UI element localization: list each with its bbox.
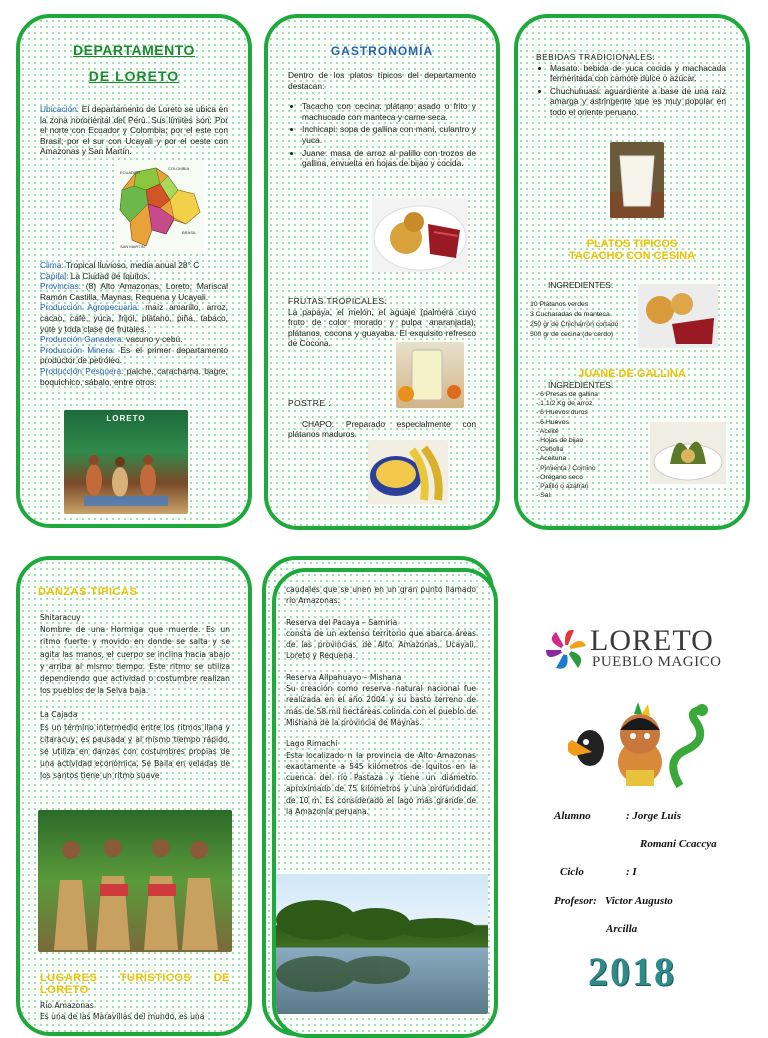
danza-shitaracuy-text: Nombre de una Hormiga que muerde. Es un ritmo fuerte y movido en donde se salta y se agita las manos, el cuerpo se inclina hacia abajo y arriba al mismo tiempo. Este ritmo se utiliza dependiendo que actividad o costumbre realizan los pueblos de la Selva baja. xyxy=(40,625,230,696)
ingredient-item: - Hojas de bijao xyxy=(546,436,598,445)
danza-shitaracuy-name: Shitaracuy xyxy=(40,613,81,622)
tacacho-cecina-photo xyxy=(638,284,718,348)
dish-item: • Inchicapi: sopa de gallina con maní, culantro y yuca. xyxy=(302,124,476,145)
ciclo-value: : I xyxy=(626,866,637,878)
platos-title-2: TACACHO CON CESINA xyxy=(568,250,696,262)
ingredient-item: 250 gr de Chicharrón cortado xyxy=(530,321,619,328)
pacaya-title: Reserva del Pacaya – Samiria xyxy=(286,617,398,627)
dish-item: • Juane: masa de arroz al palillo con trozos de gallina, envuelta en hojas de bijao y cocida. xyxy=(302,148,476,169)
lugares-body xyxy=(286,584,476,817)
chapo-photo xyxy=(368,440,448,504)
ingredient-item: 3 Cucharadas de manteca xyxy=(530,311,610,318)
rio-block xyxy=(40,1000,230,1022)
ingredient-item: 10 Plátanos verdes xyxy=(530,301,589,308)
fact-label: Producción Pesquera: xyxy=(40,365,124,376)
bebida-item: • Chuchuhuasi: aguardiente a base de una raíz amarga y astringente que es muy popular en todo el oriente peruano. xyxy=(550,86,726,118)
map-label-ecuador: ECUADOR xyxy=(120,170,141,175)
logo-sub-text: PUEBLO MAGICO xyxy=(592,654,722,670)
panel-lugares xyxy=(272,568,498,1038)
dish-item: • Tacacho con cecina: plátano asado o frito y machucado con manteca y carne seca. xyxy=(302,101,476,122)
postre-text: CHAPO: Preparado especialmente con plátanos maduros. xyxy=(288,418,476,440)
ingredient-item: - 1 1/2 Kg de arroz xyxy=(546,399,598,408)
photo-caption: LORETO xyxy=(106,414,146,423)
fact-clima xyxy=(40,260,228,271)
fact-ganadera xyxy=(40,334,228,345)
fact-text: Tropical lluvioso, media anual 28° C xyxy=(63,260,200,270)
rimachi-title: Lago Rimachi xyxy=(286,739,338,749)
loreto-photo xyxy=(64,410,188,514)
ingredient-item: - 6 Huevos duros xyxy=(546,408,598,417)
bebida-item: • Masato: bebida de yuca cocida y machacada fermentada con camote dulce o azúcar. xyxy=(550,63,726,84)
fact-text: paiche, carachama, bagre, boquichico, sábalo, entre otros. xyxy=(40,365,228,387)
title-line-2: DE LORETO xyxy=(88,68,180,84)
fact-label: Producción Ganadera: xyxy=(40,334,124,345)
tacacho-ingredients xyxy=(530,300,618,340)
lugares-title: LUGARES TURÍSTICOS DE LORETO xyxy=(40,972,230,996)
alumno-label: Alumno xyxy=(554,810,591,822)
fact-text: (8) Alto Amazonas, Loreto, Mariscal Ramón Castilla, Maynas, Requena y Ucayali. xyxy=(40,281,228,302)
fact-label: Producción Agropecuaria: xyxy=(40,302,140,313)
ingredient-item: - Cebolla xyxy=(546,445,598,454)
ingredient-item: - Aceituna xyxy=(546,454,598,463)
rimachi-text: Esta localizado n la provincia de Alto Amazonas exactamente a 545 kilómetros de Iquitos en la cuenca del río Pastaza y tiene un diámetro aproximado de 75 kilómetros y una profundidad de 10 m. Es considerado el lago más grande de la Amazonía peruana. xyxy=(286,750,476,817)
title-line-1: DEPARTAMENTO xyxy=(73,42,195,58)
fact-pesquera xyxy=(40,366,228,387)
alumno-value-2: Romani Ccaccya xyxy=(640,838,717,850)
pueblo-magico-logo xyxy=(542,626,752,676)
map-label-brasil: BRASIL xyxy=(182,230,197,235)
dish-list xyxy=(288,101,476,169)
fact-minera xyxy=(40,345,228,366)
ciclo-label: Ciclo xyxy=(560,866,584,878)
lago-photo xyxy=(276,874,488,1014)
fact-provincias xyxy=(40,281,228,302)
loreto-map xyxy=(116,160,204,252)
masato-photo xyxy=(610,142,664,218)
title-departamento xyxy=(20,42,248,84)
ingredient-item: - Palillo o azafrán xyxy=(546,482,598,491)
ingredient-item: 500 gr de cecina (de cerdo) xyxy=(530,331,614,338)
profesor-value: Victor Augusto xyxy=(605,895,673,907)
panel-gastronomia xyxy=(264,14,500,530)
ubicacion-label: Ubicación: xyxy=(40,104,80,114)
danzas-body xyxy=(40,612,230,783)
gastronomia-body xyxy=(288,70,476,171)
mascot-image xyxy=(568,700,718,790)
cover-panel xyxy=(512,560,768,1024)
fact-capital xyxy=(40,271,228,282)
ingredient-item: - Aceite xyxy=(546,427,598,436)
ingredient-item: - Sal. xyxy=(546,491,598,500)
ubicacion-text xyxy=(40,104,228,157)
ingredient-item: - 6 Presas de gallina xyxy=(546,390,598,399)
juane-ingredients xyxy=(530,390,598,500)
gastronomia-title: GASTRONOMÍA xyxy=(330,44,434,58)
gastronomia-intro: Dentro de los platos típicos del departamento destacan: xyxy=(288,70,476,91)
panel-departamento xyxy=(16,14,252,528)
allpahuayo-title: Reserva Allpahuayo – Mishana xyxy=(286,672,402,682)
allpahuayo-text: Su creación como reserva natural nacional fue realizada en el año 2004 y su basto terreno de más de 58 mil hectáreas colinda con el pueblo de Mishana de la provincia de Maynas. xyxy=(286,684,476,727)
year-text: 2018 xyxy=(588,949,676,994)
fact-label: Producción Minera: xyxy=(40,344,116,355)
fact-text: La Ciudad de Iquitos. xyxy=(68,270,150,281)
juane-photo xyxy=(650,422,726,484)
frutas-text: La papaya, el melón, el aguaje (palmera cuyo fruto de color morado y pulpa anaranjada), plátanos, cocona y guayaba. El exquisito refresco de Cocona. xyxy=(288,306,476,349)
rio-cont-text: caudales que se unen en un gran punto llamado río Amazonas. xyxy=(286,585,476,606)
ingredientes-title-2: INGREDIENTES: xyxy=(548,380,614,390)
map-label-colombia: COLOMBIA xyxy=(168,166,190,171)
fact-label: Clima: xyxy=(40,260,64,270)
platos-title xyxy=(518,238,746,262)
platos-title-1: PLATOS TIPICOS xyxy=(586,238,678,250)
alumno-value: : Jorge Luis xyxy=(626,810,681,822)
bebidas-title: BEBIDAS TRADICIONALES: xyxy=(536,52,656,62)
logo-main-text: LORETO xyxy=(590,624,714,657)
fact-agropecuaria xyxy=(40,302,228,334)
postre-block xyxy=(288,398,476,440)
juane-title: JUANE DE GALLINA xyxy=(578,368,686,380)
ingredient-item: - Orégano seco xyxy=(546,473,598,482)
facts-list xyxy=(40,260,228,387)
profesor-label: Profesor: xyxy=(554,895,597,907)
fact-text: maíz amarillo, arroz, cacao, café, yuca, frijol, plátano, piña, tabaco, yute y toda clase de frutales. xyxy=(40,302,228,334)
fact-label: Provincias: xyxy=(40,281,81,292)
pacaya-text: consta de un extenso territorio que abarca áreas de las provincias de Alto Amazonas, Ucayali, Loreto y Requena. xyxy=(286,628,476,661)
bebidas-list xyxy=(536,63,726,118)
map-label-sanmartin: SAN MARTIN xyxy=(120,244,145,249)
fact-text: Es el primer departamento productor de petróleo. xyxy=(40,344,228,366)
frutas-title: FRUTAS TROPICALES: xyxy=(288,296,388,306)
profesor-value-2: Arcilla xyxy=(606,923,638,935)
panel-platos xyxy=(514,14,750,530)
danzas-photo xyxy=(38,810,232,952)
ingredient-item: - Pimienta / Comino xyxy=(546,464,598,473)
logo-flower-icon xyxy=(542,626,590,674)
danza-cajada-name: La Cajada xyxy=(40,710,78,720)
ingredientes-title-1: INGREDIENTES: xyxy=(548,280,614,290)
postre-title: POSTRE : xyxy=(288,398,332,408)
panel-danzas xyxy=(16,556,252,1036)
rio-text: Es una de las Maravillas del mundo, es una xyxy=(40,1012,205,1021)
danza-cajada-text: Es un término intermedio entre los ritmos llana y citaracuy, es pausada y al mismo tiempo rápido, se utiliza en danzas con costumbres propias de una actividad económica. Se Baila en veladas de los santos tiene un ritmo suave xyxy=(40,722,230,781)
danzas-title: DANZAS TIPICAS xyxy=(38,586,138,598)
tacacho-photo xyxy=(372,198,468,272)
bebidas-block xyxy=(536,52,726,120)
fact-text: vacuno y cebú. xyxy=(123,334,183,345)
ubicacion-body: El departamento de Loreto se ubica en la zona nororiental del Perú. Sus límites son: Por el norte con Ecuador y Colombia; por el este con Brasil; por el sur con Ucayali y por el oeste con Amazonas y San Martín. xyxy=(40,104,228,157)
fact-label: Capital: xyxy=(40,270,69,281)
rio-name: Río Amazonas xyxy=(40,1001,94,1010)
ingredient-item: - 6 Huevos xyxy=(546,418,598,427)
